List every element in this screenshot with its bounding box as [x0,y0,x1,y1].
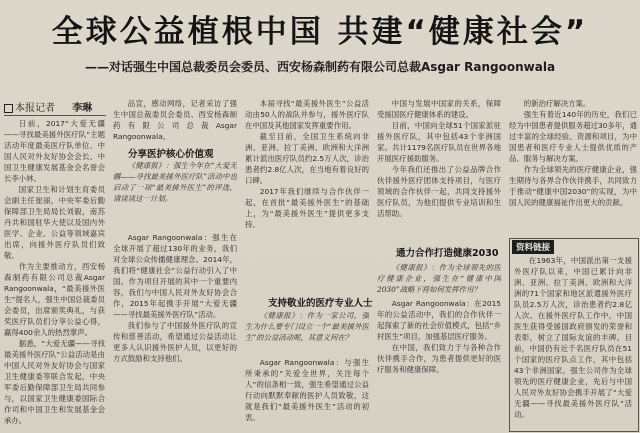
col2-paragraph: 品宣，感动网络，记者采访了强生中国总裁委员会委员、西安杨森制药有限公司总裁Asgar Rangoonwala。 [113,99,237,141]
col2-paragraph: Asgar Rangoonwala：强生在全球开展了超过130年的业务，我们对全球公众传播健康理念。2014年，我们将“健康社会”公益行动引入了中国。作为项目开展的其中一个重要内容，我们与中国人民对外友好协会合作，2015年起携手开展“大爱无疆——寻找最美援外医疗队”活动。 [113,233,237,319]
col1-paragraph: 据悉，“大爱无疆——寻找最美援外医疗队”公益活动是由中国人民对外友好协会与国家卫生健康委等联合发起，中央军委后勤保障部卫生局共同参与，以国家卫生健康委国际合作司和中国卫生和发展基金会承办。 [4,339,105,425]
col3-top-text [245,98,369,285]
headline: 全球公益植根中国 共建“健康社会” [51,14,589,50]
col4-answer [377,298,501,431]
question-text: 《健康报》：作为一家公司，强生为什么要专门设立一个“最美援外医生”的公益活动呢，其意义何在？ [245,311,369,342]
column-1 [4,118,105,431]
col5-paragraph: 强生有着近140年的历史，我们已经为中国患者提供服务超过30多年，通过丰富的全球经验、资源和项目，为中国患者和医疗专业人士提供优质的产品、服务与解决方案。 [509,110,637,163]
info-box [509,238,639,432]
info-box-paragraph: 在1963年，中国派出第一支援外医疗队以来，中国已累计向非洲、亚洲、拉丁美洲、欧洲和大洋洲的71个国家和地区派遣援外医疗队员2.5万人次，诊治患者约2.8亿人次。在援外医疗队工作中，中国医生获得受援国政府颁发的荣誉和表彰，树立了国际友谊的丰碑。目前，中国仍有近千名医疗队员在51个国家的医疗队点工作，其中包括43个非洲国家。强生公司作为全球领先的医疗健康企业，先后与中国人民对外友好协会携手开展了“大爱无疆——寻找最美援外医疗队”活动。 [514,256,632,419]
byline-square-icon [4,104,13,113]
byline [4,99,109,114]
info-box-tag: 资料链接 [512,240,554,254]
col4-question [377,262,501,295]
col4-paragraph: Asgar Rangoonwala：在2015年的公益活动中，我们的合作伙伴一起探索了新的社会价值模式，包括“乡村医生”项目，加强基层医疗服务。 [377,299,501,341]
question-text: 《健康报》：作为全球领先的医疗健康企业，强生在“健康中国2030”战略下将如何发挥作用？ [377,263,501,294]
byline-label: 本报记者 [15,103,55,114]
col1-paragraph: 日前，2017“大爱无疆——寻找最美援外医疗队”主题活动年度最美医疗队单位、中国人民对外友好协会会长、中国卫生健康发展基金会名誉会长李小林。 [4,119,105,183]
byline-rule [4,115,106,116]
col5-paragraph: 的新治疗解决方案。 [523,99,591,108]
col3-paragraph: Asgar Rangoonwala：与强生所秉承的“关爱全世界，关注每个人”的信条相一致，强生希望通过公益行动向默默奉献的医护人员致敬，这就是我们“最美援外医生”活动的初衷。 [245,358,369,422]
col2-question [113,160,237,226]
col5-top-text [509,98,637,234]
col3-paragraph: 2017年我们继续与合作伙伴一起，在首批“最美援外医生”的基础上，为“最美援外医生”提供更多支持。 [245,187,369,229]
info-box-text [514,255,632,427]
col2-top-text [113,98,237,142]
col1-paragraph: 国家卫生和计划生育委员会副主任崔丽，中央军委后勤保障部卫生局局长刘毅，南苏丹共和国驻华大使以及国内外医学、企业、公益等领域嘉宾出席，向援外医疗队员们致敬。 [4,185,105,260]
col4-top-text [377,98,501,242]
col5-paragraph: 作为全球领先的医疗健康企业，强生期待与各界合作伙伴携手，共同致力于推动“健康中国2030”的实现，为中国人民的健康福祉作出更大的贡献。 [509,165,637,207]
col4-paragraph: 今年我们还推出了公益品牌合作伙伴援外医疗团体支持项目，与医疗领域的合作伙伴一起，共同支持援外医疗队员，为他们提供专业培训和生活帮助。 [377,165,501,218]
col3-question [245,310,369,354]
question-text: 《健康报》：强生今年在“大爱无疆——寻找最美援外医疗队”活动中也启动了一项“最美援外医生”的评选，请谈谈这一计划。 [113,161,237,203]
col1-paragraph: 作为主要推动方，西安杨森制药有限公司总裁Asgar Rangoonwala，“最美援外医生”提名人，强生中国总裁委员会委员，出席颁奖典礼，与获奖医疗队员们分享公益心得，赢得400余人的热烈掌声。 [4,262,105,337]
byline-name: 李琳 [72,103,93,114]
col4-paragraph: 目前，中国向全球51个国家派驻援外医疗队，其中包括43个非洲国家。共计1179名医疗队员在世界各地开展医疗援助服务。 [377,121,501,163]
col3-paragraph: 截至目前，全国卫生系统向非洲、亚洲、拉丁美洲、欧洲和大洋洲累计派出医疗队员约2.5万人次，诊治患者约2.8亿人次，在当地有着良好的口碑。 [245,132,369,185]
subtitle: ——对话强生中国总裁委员会委员、西安杨森制药有限公司总裁Asgar Rangoonwala [84,60,556,74]
col2-paragraph: 我们参与了中国援外医疗队的宣传和慈善活动，希望通过公益活动让更多人认识援外医护人员，以更好的方式鼓励和支持他们。 [113,321,237,363]
col3-answer [245,357,369,431]
col2-answer [113,232,237,431]
section-heading-2: 支持敬业的医疗专业人士 [268,298,373,309]
col3-paragraph: 本届寻找“最美援外医生”公益活动由50人的战队并参与，援外医疗队在中国及其他国家发挥重要作用。 [245,99,369,130]
section-heading-1: 分享医护核心价值观 [128,149,214,160]
col4-paragraph: 在中国，我们致力于与各种合作伙伴携手合作，为患者提供更好的医疗服务和健康保障。 [377,343,501,374]
col4-paragraph: 中国与发展中国家的关系，保障受援国医疗健康体系的建设。 [377,99,501,119]
section-heading-3: 通力合作打造健康2030 [396,248,499,259]
